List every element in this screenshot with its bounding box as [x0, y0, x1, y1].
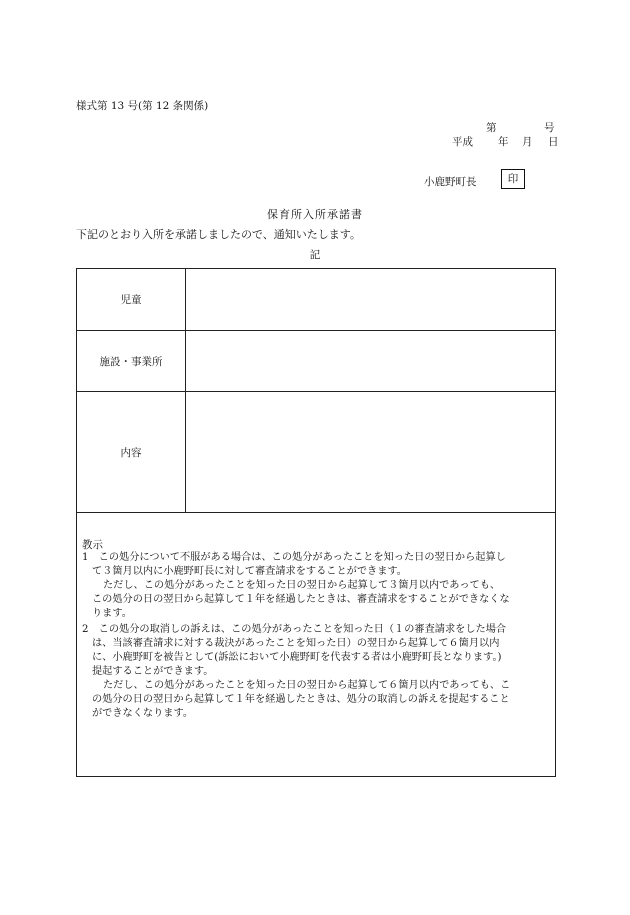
- doc-number-suffix: 号: [544, 122, 555, 134]
- notice-line: 提起することができます。: [92, 666, 214, 677]
- notice-line: ができなくなります。: [92, 708, 194, 719]
- notice-line: て３箇月以内に小鹿野町長に対して審査請求をすることができます。: [92, 566, 407, 577]
- date-year-unit: 年: [498, 136, 509, 148]
- ki-heading: 記: [309, 249, 321, 261]
- row-content: [77, 392, 555, 513]
- child-label: 児童: [77, 269, 186, 330]
- date-month-unit: 月: [522, 136, 533, 148]
- document-title: 保育所入所承諾書: [267, 208, 363, 221]
- notice-title: 教示: [82, 539, 103, 551]
- facility-label: 施設・事業所: [77, 331, 186, 391]
- row-child: [77, 269, 555, 331]
- notice-line: ただし、この処分があったことを知った日の翌日から起算して６箇月以内であっても、こ: [103, 680, 511, 691]
- date-day-unit: 日: [548, 136, 559, 148]
- intro-text: 下記のとおり入所を承諾しましたので、通知いたします。: [76, 228, 361, 241]
- details-table: [76, 268, 556, 513]
- notice-line: ただし、この処分があったことを知った日の翌日から起算して３箇月以内であっても、: [103, 580, 501, 591]
- content-value: [186, 392, 555, 513]
- sender-name: 小鹿野町長: [424, 176, 477, 188]
- seal-box: 印: [501, 169, 525, 189]
- notice-line: は、当該審査請求に対する裁決があったことを知った日）の翌日から起算して６箇月以内: [92, 638, 500, 649]
- notice-line: ります。: [92, 608, 132, 619]
- child-value: [186, 269, 555, 330]
- notice-line: 1 この処分について不服がある場合は、この処分があったことを知った日の翌日から起算し: [82, 552, 506, 563]
- notice-line: 2 この処分の取消しの訴えは、この処分があったことを知った日（１の審査請求をした場合: [82, 624, 507, 635]
- content-label: 内容: [77, 392, 186, 513]
- notice-line: の処分の日の翌日から起算して１年を経過したときは、処分の取消しの訴えを提起すること: [92, 694, 510, 705]
- row-facility: [77, 331, 555, 392]
- date-era: 平成: [452, 136, 473, 148]
- notice-section: [76, 513, 556, 777]
- notice-line: この処分の日の翌日から起算して１年を経過したときは、審査請求をすることができなくな: [92, 594, 510, 605]
- doc-number-prefix: 第: [486, 122, 497, 134]
- notice-line: に、小鹿野町を被告として(訴訟において小鹿野町を代表する者は小鹿野町長となります。): [92, 652, 502, 663]
- form-number: 様式第 13 号(第 12 条関係): [76, 100, 209, 112]
- facility-value: [186, 331, 555, 391]
